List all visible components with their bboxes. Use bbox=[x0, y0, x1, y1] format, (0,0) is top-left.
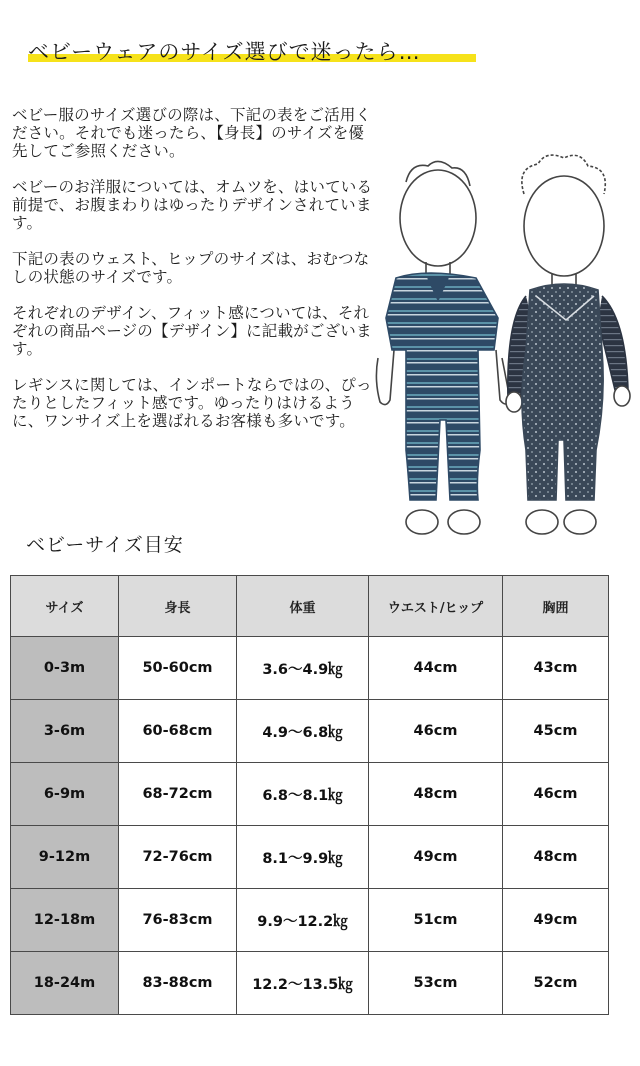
header-weight: 体重 bbox=[237, 576, 369, 637]
cell-height: 76-83cm bbox=[119, 889, 237, 952]
cell-chest: 43cm bbox=[503, 637, 609, 700]
page-heading bbox=[28, 36, 476, 66]
cell-chest: 52cm bbox=[503, 952, 609, 1015]
cell-weight: 12.2〜13.5㎏ bbox=[237, 952, 369, 1015]
cell-size: 12-18m bbox=[11, 889, 119, 952]
cell-size: 3-6m bbox=[11, 700, 119, 763]
cell-height: 83-88cm bbox=[119, 952, 237, 1015]
intro-paragraph: それぞれのデザイン、フィット感については、それぞれの商品ページの【デザイン】に記載がございます。 bbox=[12, 304, 372, 358]
header-waist-hip: ウエスト/ヒップ bbox=[369, 576, 503, 637]
intro-paragraph: ベビーのお洋服については、オムツを、はいている前提で、お腹まわりはゆったりデザインされています。 bbox=[12, 178, 373, 232]
header-height: 身長 bbox=[119, 576, 237, 637]
table-row bbox=[11, 952, 609, 1015]
girl-figure bbox=[506, 155, 630, 534]
cell-waist-hip: 48cm bbox=[369, 763, 503, 826]
cell-chest: 45cm bbox=[503, 700, 609, 763]
baby-illustration bbox=[366, 150, 640, 550]
intro-text bbox=[12, 106, 374, 448]
cell-chest: 46cm bbox=[503, 763, 609, 826]
intro-paragraph: レギンスに関しては、インポートならではの、ぴったりとしたフィット感です。ゆったりはけるように、ワンサイズ上を選ばれるお客様も多いです。 bbox=[12, 376, 372, 430]
size-table bbox=[10, 575, 609, 1015]
header-chest: 胸囲 bbox=[503, 576, 609, 637]
table-row bbox=[11, 637, 609, 700]
cell-waist-hip: 53cm bbox=[369, 952, 503, 1015]
cell-height: 50-60cm bbox=[119, 637, 237, 700]
cell-waist-hip: 44cm bbox=[369, 637, 503, 700]
cell-weight: 4.9〜6.8㎏ bbox=[237, 700, 369, 763]
cell-height: 68-72cm bbox=[119, 763, 237, 826]
header-size: サイズ bbox=[11, 576, 119, 637]
cell-waist-hip: 46cm bbox=[369, 700, 503, 763]
boy-figure bbox=[376, 161, 510, 534]
cell-size: 18-24m bbox=[11, 952, 119, 1015]
cell-weight: 9.9〜12.2㎏ bbox=[237, 889, 369, 952]
table-title: ベビーサイズ目安 bbox=[26, 534, 184, 556]
cell-height: 60-68cm bbox=[119, 700, 237, 763]
cell-size: 9-12m bbox=[11, 826, 119, 889]
cell-weight: 3.6〜4.9㎏ bbox=[237, 637, 369, 700]
cell-size: 6-9m bbox=[11, 763, 119, 826]
heading-text: ベビーウェアのサイズ選びで迷ったら… bbox=[28, 40, 421, 64]
cell-chest: 49cm bbox=[503, 889, 609, 952]
cell-waist-hip: 51cm bbox=[369, 889, 503, 952]
cell-weight: 8.1〜9.9㎏ bbox=[237, 826, 369, 889]
table-row bbox=[11, 889, 609, 952]
table-header-row bbox=[11, 576, 609, 637]
cell-height: 72-76cm bbox=[119, 826, 237, 889]
intro-paragraph: ベビー服のサイズ選びの際は、下記の表をご活用ください。それでも迷ったら、【身長】のサイズを優先してご参照ください。 bbox=[12, 106, 372, 160]
table-row bbox=[11, 763, 609, 826]
cell-weight: 6.8〜8.1㎏ bbox=[237, 763, 369, 826]
intro-paragraph: 下記の表のウェスト、ヒップのサイズは、おむつなしの状態のサイズです。 bbox=[12, 250, 370, 286]
cell-size: 0-3m bbox=[11, 637, 119, 700]
table-row bbox=[11, 826, 609, 889]
cell-chest: 48cm bbox=[503, 826, 609, 889]
cell-waist-hip: 49cm bbox=[369, 826, 503, 889]
table-row bbox=[11, 700, 609, 763]
